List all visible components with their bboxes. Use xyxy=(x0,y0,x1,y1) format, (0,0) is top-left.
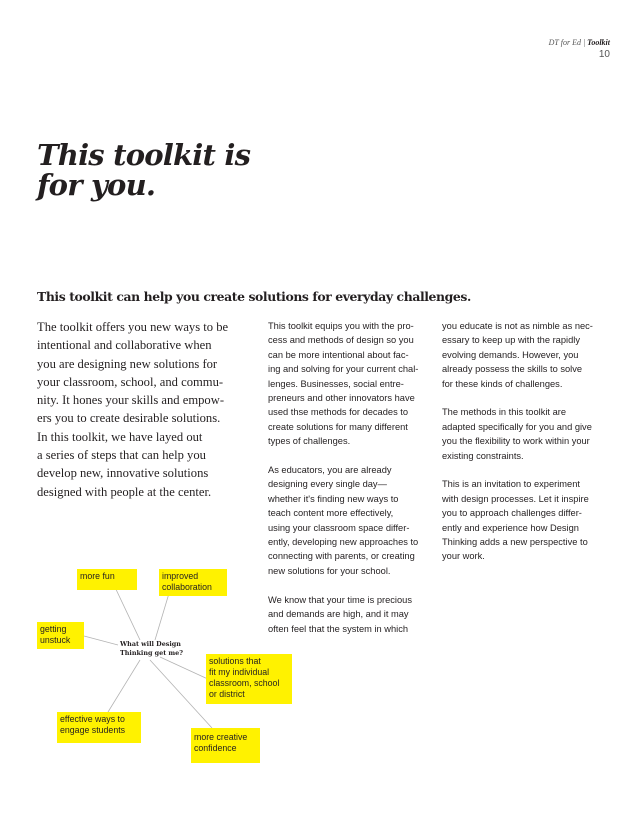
connector-line xyxy=(84,636,118,645)
sticky-text: improved xyxy=(162,571,199,581)
header-section: Toolkit xyxy=(587,38,610,47)
body-line: This is an invitation to experiment xyxy=(442,479,580,490)
body-line: often feel that the system in which xyxy=(268,623,409,634)
header-separator: | xyxy=(582,38,586,47)
body-line: cess and methods of design so you xyxy=(268,335,414,346)
lead-line: a series of steps that can help you xyxy=(37,448,206,463)
body-line: designing every single day— xyxy=(268,479,387,490)
mind-map-center xyxy=(120,640,183,658)
mind-map-center-line: What will Design xyxy=(120,640,181,648)
body-line: types of challenges. xyxy=(268,436,351,447)
sticky-text: unstuck xyxy=(40,635,71,645)
body-line: adapted specifically for you and give xyxy=(442,421,592,432)
connector-line xyxy=(155,590,170,640)
lead-line: designed with people at the center. xyxy=(37,484,212,499)
body-line: As educators, you are already xyxy=(268,465,392,476)
sticky-note-effective-ways xyxy=(57,712,141,743)
body-line: using your classroom space differ- xyxy=(268,522,410,533)
body-line: This toolkit equips you with the pro- xyxy=(268,321,414,331)
sticky-note-improved-collaboration xyxy=(159,569,227,596)
connector-line xyxy=(160,657,210,680)
sticky-note-more-confidence xyxy=(191,728,260,763)
connector-line xyxy=(113,583,140,640)
sticky-text: classroom, school xyxy=(209,678,280,688)
lead-line: you are designing new solutions for xyxy=(37,356,218,371)
lead-line: your classroom, school, and commu- xyxy=(37,374,224,389)
sticky-text: or district xyxy=(209,689,245,699)
body-line: already possess the skills to solve xyxy=(442,364,583,375)
body-line: teach content more effectively, xyxy=(268,508,394,519)
sticky-text: more creative xyxy=(194,732,248,742)
sticky-text: getting xyxy=(40,624,67,634)
sticky-text: more fun xyxy=(80,571,115,581)
body-line: ently and experience how Design xyxy=(442,522,579,533)
body-line: and demands are high, and it may xyxy=(268,609,409,620)
sticky-text: fit my individual xyxy=(209,667,270,677)
lead-line: In this toolkit, we have layed out xyxy=(37,429,203,444)
body-line: We know that your time is precious xyxy=(268,594,412,605)
body-line: for these kinds of challenges. xyxy=(442,378,563,389)
body-line: can be more intentional about fac- xyxy=(268,349,409,360)
body-line: lenges. Businesses, social entre- xyxy=(268,378,404,389)
sticky-text: engage students xyxy=(60,725,126,735)
body-line: connecting with parents, or creating xyxy=(268,551,415,562)
connector-line xyxy=(150,660,212,728)
body-line: ing and solving for your current chal- xyxy=(268,364,419,375)
sticky-text: solutions that xyxy=(209,656,261,666)
body-line: create solutions for many different xyxy=(268,421,408,432)
body-line: with design processes. Let it inspire xyxy=(442,493,589,504)
title-line: for you. xyxy=(37,168,156,202)
page-number: 10 xyxy=(598,49,610,60)
lead-line: The toolkit offers you new ways to be xyxy=(37,320,229,334)
body-line: used thse methods for decades to xyxy=(268,407,409,418)
body-line: new solutions for your school. xyxy=(268,565,391,576)
sticky-text: confidence xyxy=(194,743,237,753)
subheading: This toolkit can help you create solutions for everyday challenges. xyxy=(37,289,471,304)
header-doc-name: DT for Ed xyxy=(548,38,581,47)
connector-line xyxy=(108,660,140,712)
body-line: The methods in this toolkit are xyxy=(442,407,567,418)
sticky-text: effective ways to xyxy=(60,714,125,724)
body-line: ently, developing new approaches to xyxy=(268,537,419,548)
body-line: existing constraints. xyxy=(442,450,524,461)
body-line: Thinking adds a new perspective to xyxy=(442,537,588,548)
sticky-note-getting-unstuck xyxy=(37,622,84,649)
sticky-text: collaboration xyxy=(162,582,212,592)
sticky-note-solutions-fit xyxy=(206,654,292,704)
sticky-note-more-fun xyxy=(77,569,137,590)
mind-map-center-line: Thinking get me? xyxy=(120,649,183,657)
body-line: whether it's finding new ways to xyxy=(268,493,399,504)
body-line: preneurs and other innovators have xyxy=(268,393,415,404)
lead-line: intentional and collaborative when xyxy=(37,338,212,353)
body-line: your work. xyxy=(442,551,485,562)
lead-line: ers you to create desirable solutions. xyxy=(37,411,221,426)
body-line: you to approach challenges differ- xyxy=(442,508,582,519)
title-line: This toolkit is xyxy=(37,138,251,172)
body-line: essary to keep up with the rapidly xyxy=(442,335,580,346)
lead-line: develop new, innovative solutions xyxy=(37,466,209,481)
lead-line: nity. It hones your skills and empow- xyxy=(37,393,225,408)
body-line: you educate is not as nimble as nec- xyxy=(442,321,593,331)
body-line: evolving demands. However, you xyxy=(442,349,579,360)
body-line: you the flexibility to work within your xyxy=(442,436,590,447)
